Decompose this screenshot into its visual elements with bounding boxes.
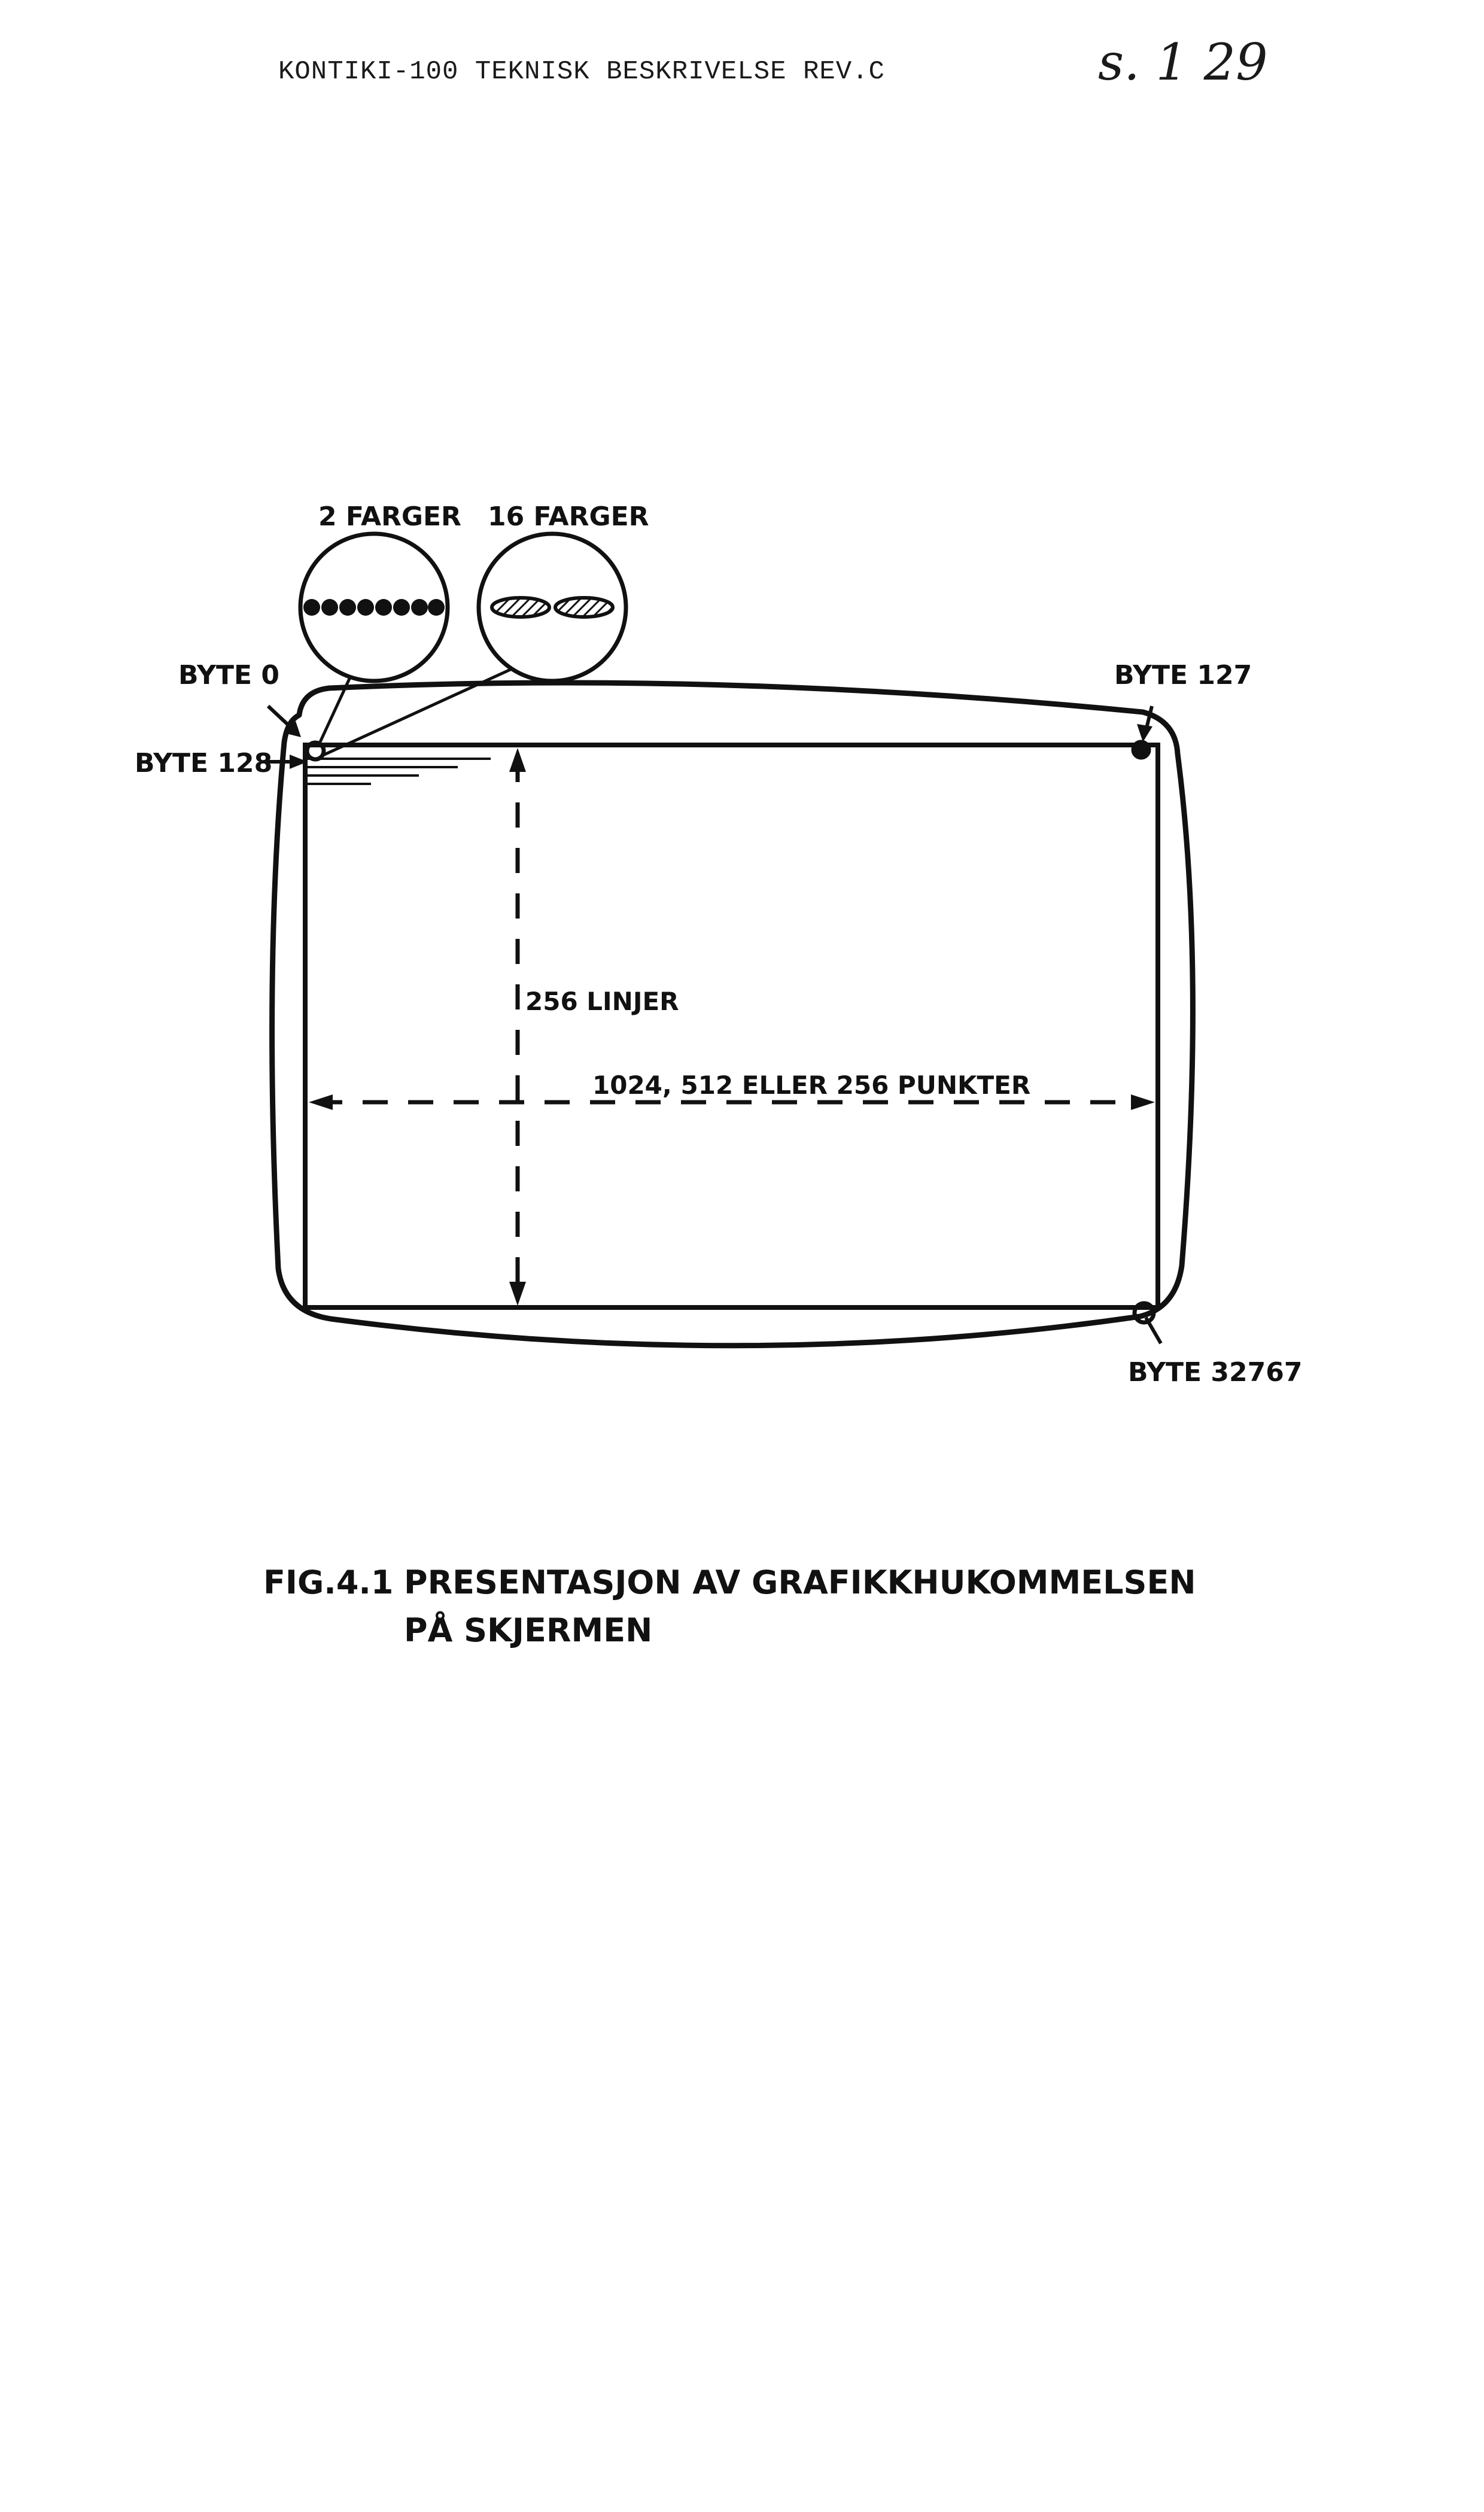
figure-caption	[263, 1559, 1196, 1655]
crt-outline	[272, 683, 1193, 1346]
page-number: s. 1 29	[1098, 33, 1268, 92]
lines-label: 256 LINJER	[525, 987, 679, 1016]
caption-line-2: PÅ SKJERMEN	[404, 1611, 653, 1649]
points-label: 1024, 512 ELLER 256 PUNKTER	[592, 1071, 1031, 1100]
byte-0-label: BYTE 0	[178, 660, 279, 691]
sixteen-color-pixels	[492, 598, 613, 617]
caption-text-1: PRESENTASJON AV GRAFIKKHUKOMMELSEN	[404, 1564, 1196, 1601]
byte-127-marker	[1133, 741, 1150, 758]
display-area	[305, 745, 1158, 1307]
byte-127-arrow-icon	[1137, 724, 1152, 742]
byte-32767-label: BYTE 32767	[1128, 1357, 1303, 1388]
two-colors-label: 2 FARGER	[318, 501, 461, 532]
arrow-up-icon	[509, 748, 526, 772]
sixteen-colors-label: 16 FARGER	[488, 501, 649, 532]
two-color-pixels	[303, 599, 445, 616]
byte-128-label: BYTE 128	[135, 748, 273, 778]
arrow-left-icon	[309, 1094, 333, 1110]
figure-number: FIG.4.1	[263, 1564, 394, 1601]
scan-lines	[305, 759, 491, 784]
document-header: KONTIKI-100 TEKNISK BESKRIVELSE REV.C	[278, 57, 885, 87]
byte-32767-pointer	[1146, 1318, 1161, 1343]
arrow-down-icon	[509, 1282, 526, 1306]
arrow-right-icon	[1131, 1094, 1155, 1110]
sixteen-color-leader	[323, 669, 512, 755]
caption-line-1	[263, 1559, 1196, 1607]
byte-127-label: BYTE 127	[1114, 660, 1252, 691]
